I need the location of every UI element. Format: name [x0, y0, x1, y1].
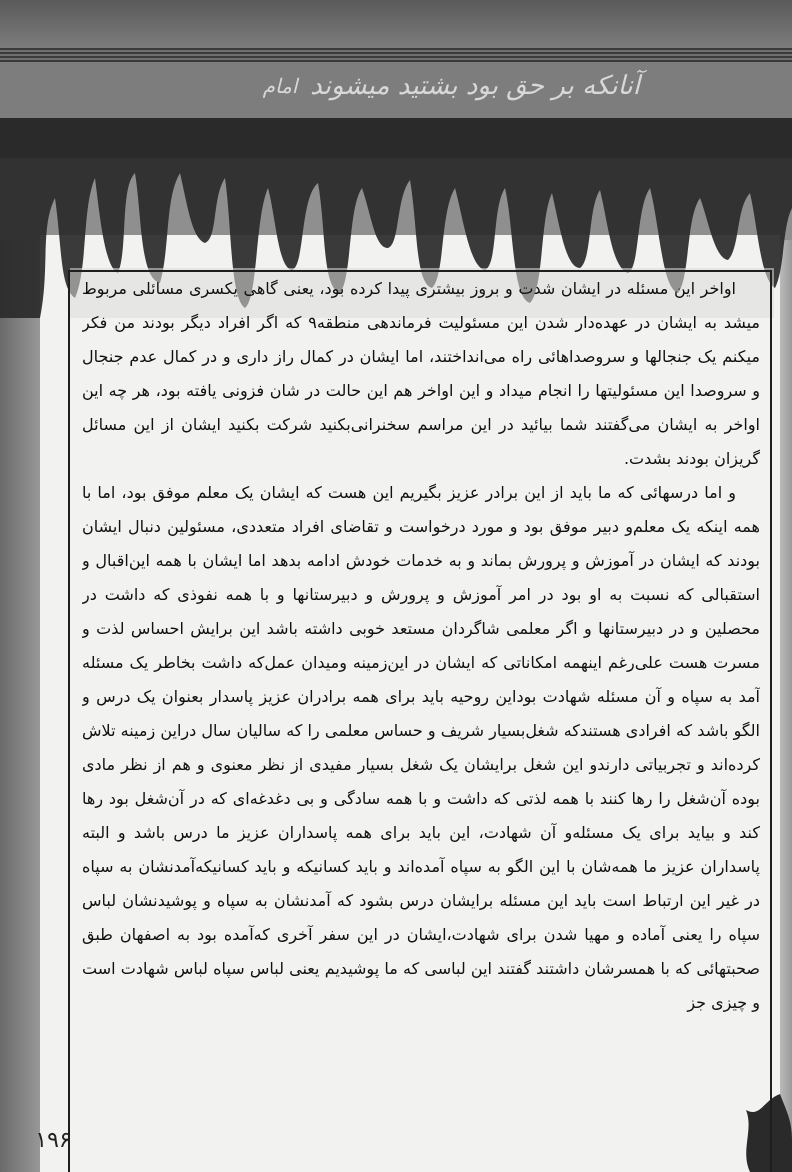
top-scan-band: [0, 0, 792, 48]
paragraph-1: اواخر این مسئله در ایشان شدت و بروز بیشتری پیدا کرده بود، یعنی گاهی یکسری مسائلی مربوط میشد به ایشان در عهده‌دار شدن این مسئولیت فرماندهی منطقه۹ که اگر افراد دیگر بودند من فکر میکنم یک جنجالها و سروصداهائی راه می‌انداختند، اما ایشان در کمال راز داری و در کمال عدم جنجال و سروصدا این مسئولیتها را انجام میداد و این اواخر هم این حالت در شان فزونی یافته بود، هر چه این اواخر به ایشان می‌گفتند شما بیائید در این مراسم سخنرانی‌بکنید شرکت بکنید ایشان از این مسائل گریزان بودند بشدت.: [82, 279, 760, 468]
scan-artifact-lines: [0, 48, 792, 62]
article-body: [82, 272, 760, 1162]
header-quote: آنانکه بر حق بود بشتید میشوند: [310, 71, 640, 101]
page-number: ۱۹۶: [35, 1128, 71, 1153]
paragraph-2: و اما درسهائی که ما باید از این برادر عزیز بگیریم این هست که ایشان یک معلم موفق بود، اما با همه اینکه یک معلم‌و دبیر موفق بود و مورد درخواست و تقاضای افراد متعددی، مسئولین دنبال ایشان بودند که ایشان در آموزش و پرورش بماند و به خدمات خودش ادامه بدهد اما ایشان با همه این‌اقبال و استقبالی که نسبت به او بود در امر آموزش و پرورش و دبیرستانها و با همه نفوذی که داشت در محصلین و در دبیرستانها و اگر معلمی شاگردان مستعد خوبی داشته باشد این برایش احساس لذت و مسرت هست علی‌رغم اینهمه امکاناتی که ایشان در این‌زمینه ومیدان عمل‌که داشت بخاطر یک مسئله آمد به سپاه و آن مسئله شهادت بوداین روحیه باید برای همه برادران عزیز پاسدار بعنوان یک درس و الگو باشد که افرادی هستندکه شغل‌بسیار شریف و حساس معلمی را که سالیان سال دراین زمینه تلاش کرده‌اند و تجربیاتی دارند‌و این شغل برایشان یک شغل بسیار مفیدی از نظر معنوی و هم از نظر مادی بوده آن‌شغل را رها کنند با همه لذتی که داشت و با همه سادگی و بی دغدغه‌ای که در آن‌شغل بود رها کند و بیاید برای یک مسئله‌و آن شهادت، این باید برای همه پاسداران عزیز ما درس باشد و البته پاسداران عزیز ما همه‌شان با این الگو به سپاه آمده‌اند و باید کسانیکه و باید کسانیکه‌آمدنشان به سپاه در غیر این ارتباط است باید این مسئله برایشان درس بشود که آمدنشان به سپاه و پوشیدنشان لباس سپاه را یعنی آماده و مهیا شدن برای شهادت،ایشان در این سفر آخری که‌آمده بود به اصفهان طبق صحبتهائی که با همسرشان داشتند گفتند این لباسی که ما پوشیدیم یعنی لباس سپاه لباس شهادت است و چیزی جز: [82, 483, 760, 1012]
header-author: امام: [262, 74, 298, 98]
